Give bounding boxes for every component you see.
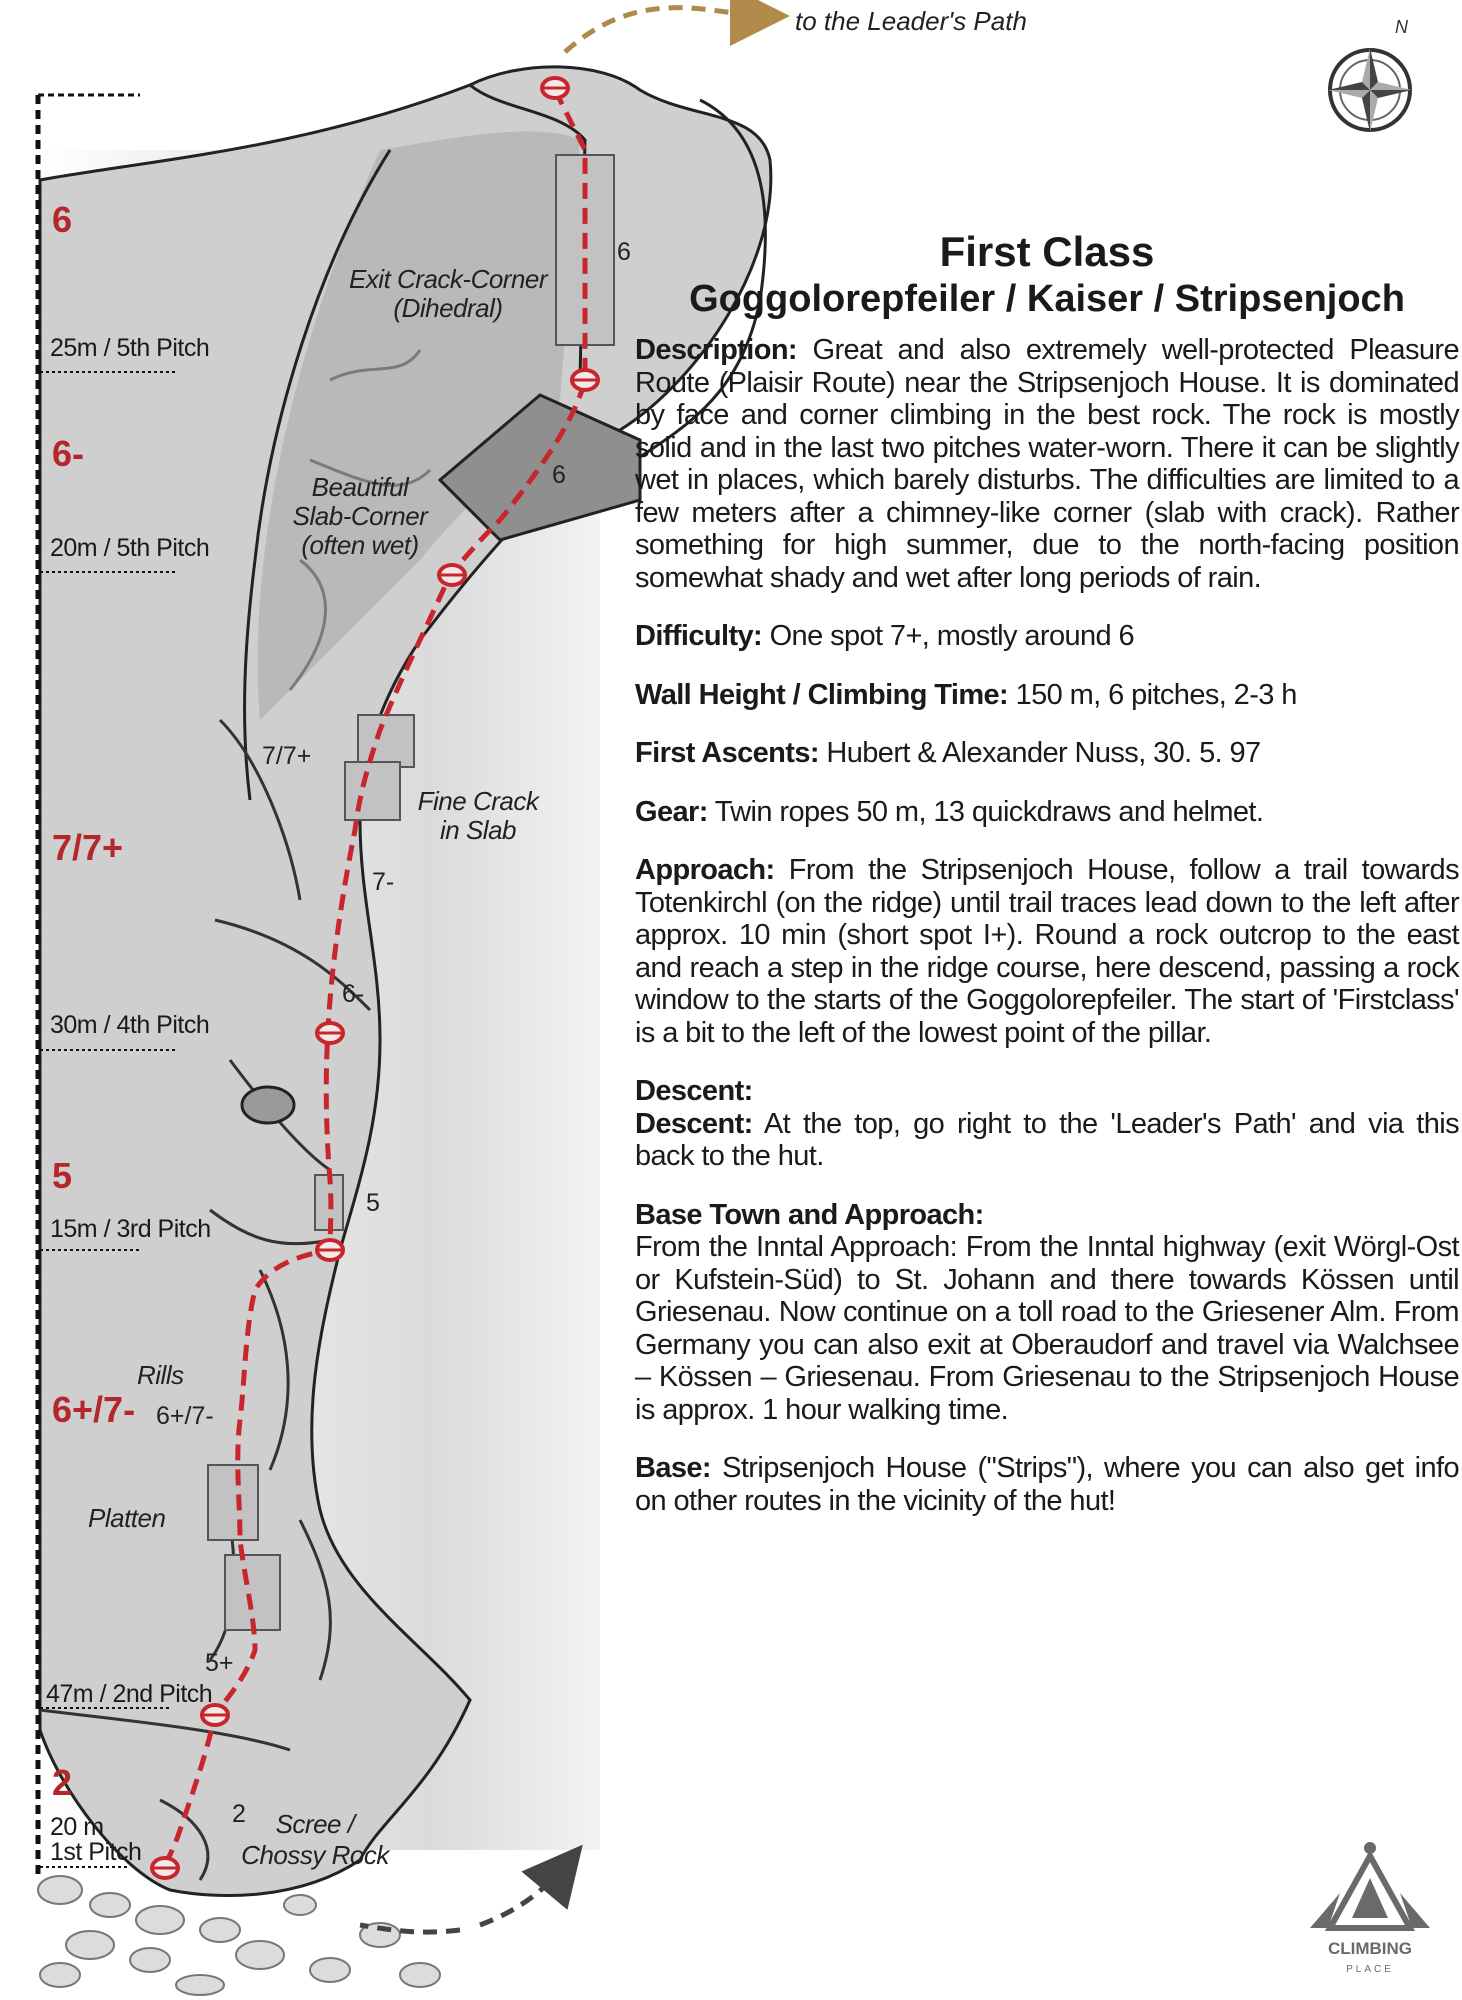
descent-heading: Descent: [635,1075,753,1107]
difficulty-label: Difficulty: [635,620,763,652]
descent-section [635,1075,1459,1173]
descent-text: At the top, go right to the 'Leader's Path' and via this back to the hut. [635,1107,1459,1172]
route-grade-6-upper: 6 [617,238,631,266]
base-town-section [635,1199,1459,1427]
feature-exit-crack: Exit Crack-Corner [348,264,548,294]
feature-chossy-rock: Chossy Rock [241,1840,389,1870]
feature-slab-corner-note: (often wet) [301,530,419,560]
grade-pitch-1: 2 [52,1762,73,1803]
grade-pitch-3: 5 [52,1155,73,1196]
description-section [635,334,1459,594]
logo-text-place: PLACE [1346,1964,1394,1975]
compass-north-label: N [1395,17,1408,37]
feature-rills: Rills [137,1360,184,1390]
compass-icon [1328,48,1412,132]
pitch-label-1-length: 20 m [50,1813,104,1841]
feature-exit-crack-sub: (Dihedral) [393,293,503,323]
base-section [635,1452,1459,1517]
base-town-text: From the Inntal Approach: From the Inntal highway (exit Wörgl-Ost or Kufstein-Süd) to St. Johann and there towards Kössen until Griesenau. Now continue on a toll road to the Griesener Alm. From Germany you can also exit at Oberaudorf and travel via Walchsee – Kössen – Griesenau. From Griesenau to the Stripsenjoch House is approx. 1 hour walking time. [635,1231,1459,1426]
grade-pitch-6: 6 [52,199,73,240]
leaders-path-arrow [565,8,770,52]
pitch-label-6: 25m / 5th Pitch [50,334,210,362]
gear-section [635,796,1459,829]
first-ascent-text: Hubert & Alexander Nuss, 30. 5. 97 [826,737,1261,769]
approach-section [635,854,1459,1049]
grade-pitch-4: 7/7+ [52,827,124,868]
climbing-place-logo [1310,1838,1430,1978]
route-grade-5plus: 5+ [205,1649,234,1677]
feature-platten: Platten [88,1503,166,1533]
feature-scree: Scree / [275,1809,355,1839]
leaders-path-label: to the Leader's Path [795,6,1027,36]
grade-pitch-2: 6+/7- [52,1389,136,1430]
route-grade-2: 2 [232,1800,246,1828]
base-text: Stripsenjoch House ("Strips"), where you can also get info on other routes in the vicinity of the hut! [635,1452,1459,1517]
base-label: Base: [635,1452,711,1484]
mountain-climber-icon [1310,1842,1430,1928]
wall-height-section [635,679,1459,712]
route-title: First Class [939,228,1155,275]
wall-height-label: Wall Height / Climbing Time: [635,678,1009,711]
route-grade-7minus: 7- [372,868,395,896]
pitch-label-5: 20m / 5th Pitch [50,534,210,562]
route-grade-6minus: 6- [342,980,365,1008]
difficulty-text: One spot 7+, mostly around 6 [769,620,1135,652]
route-subtitle: Goggolorepfeiler / Kaiser / Stripsenjoch [689,278,1405,320]
gear-text: Twin ropes 50 m, 13 quickdraws and helmet. [714,795,1264,828]
pitch-label-2: 47m / 2nd Pitch [46,1680,213,1708]
boulder [242,1087,294,1123]
route-grade-5: 5 [366,1189,380,1217]
pitch-label-3: 15m / 3rd Pitch [50,1215,211,1243]
approach-arrow [360,1860,570,1932]
descent-label: Descent: [635,1107,753,1140]
approach-label: Approach: [635,854,775,886]
feature-fine-crack-sub: in Slab [440,815,516,845]
grade-pitch-5: 6- [52,433,85,474]
first-ascent-label: First Ascents: [635,737,819,769]
route-grade-7-7plus: 7/7+ [262,742,312,770]
approach-text: From the Stripsenjoch House, follow a trail towards Totenkirchl (on the ridge) until trail traces lead down to the left after approx. 10 min (short spot I+). Round a rock outcrop to the east and reach a step in the ridge course, here descend, passing a rock window to the starts of the Goggolorepfeiler. The start of 'Firstclass' is a bit to the left of the lowest point of the pillar. [635,854,1459,1049]
gear-label: Gear: [635,795,708,828]
feature-fine-crack: Fine Crack [417,786,539,816]
route-info-panel [635,228,1459,1543]
first-ascent-section [635,737,1459,770]
logo-text-climbing: CLIMBING [1327,1939,1413,1958]
feature-slab-corner-name: Slab-Corner [292,501,428,531]
difficulty-section [635,620,1459,653]
wall-height-text: 150 m, 6 pitches, 2-3 h [1015,678,1297,711]
pitch-label-1: 1st Pitch [50,1838,142,1866]
pitch-label-4: 30m / 4th Pitch [50,1011,210,1039]
description-label: Description: [635,334,797,366]
route-grade-6plus-7minus: 6+/7- [156,1402,214,1430]
description-text: Great and also extremely well-protected Pleasure Route (Plaisir Route) near the Stripsenjoch House. It is dominated by face and corner climbing in the best rock. The rock is mostly solid and in the last two pitches water-worn. There it can be slightly wet in places, which barely disturbs. The difficulties are limited to a few meters after a chimney-like corner (slab with crack). Rather something for high summer, due to the north-facing position somewhat shady and wet after long periods of rain. [635,334,1459,594]
route-grade-6-roof: 6 [552,461,566,489]
base-town-heading: Base Town and Approach: [635,1198,984,1231]
feature-slab-corner: Beautiful [311,472,409,502]
